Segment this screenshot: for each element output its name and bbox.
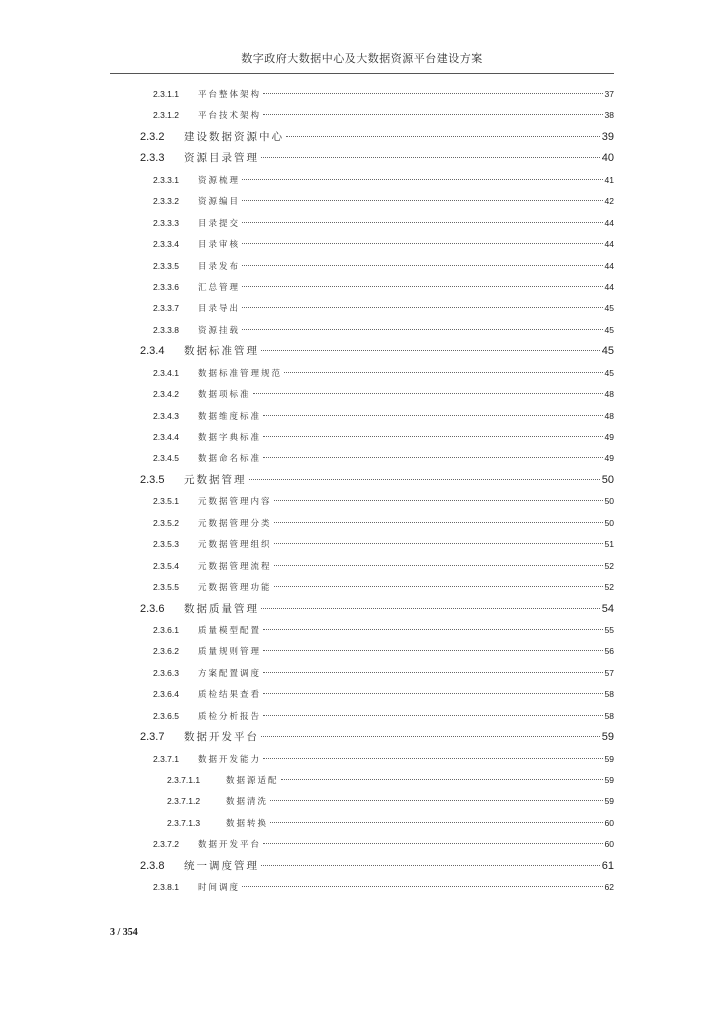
toc-entry[interactable] — [0, 127, 614, 148]
toc-entry-number: 2.3.5.2 — [153, 517, 179, 528]
toc-entry-page: 45 — [601, 345, 614, 358]
toc-entry-title: 资源目录管理 — [184, 152, 259, 165]
toc-entry-page: 55 — [604, 624, 614, 635]
toc-dot-leader — [242, 222, 603, 223]
toc-entry-page: 44 — [604, 239, 614, 250]
toc-entry-page: 40 — [601, 152, 614, 165]
toc-entry[interactable] — [0, 513, 614, 534]
toc-dot-leader — [261, 865, 600, 866]
toc-entry-title: 汇总管理 — [198, 282, 241, 293]
toc-entry-page: 39 — [601, 130, 614, 143]
toc-entry[interactable] — [0, 470, 614, 491]
toc-dot-leader — [263, 436, 603, 437]
toc-dot-leader — [261, 350, 600, 351]
toc-entry-number: 2.3.7.1.1 — [167, 775, 201, 785]
toc-entry-title: 元数据管理功能 — [198, 583, 272, 594]
toc-entry-number: 2.3.1.1 — [153, 89, 179, 99]
toc-entry[interactable] — [0, 834, 614, 855]
toc-entry-page: 50 — [604, 496, 614, 507]
toc-dot-leader — [274, 586, 603, 587]
toc-dot-leader — [242, 243, 603, 244]
toc-dot-leader — [263, 629, 603, 630]
toc-entry[interactable] — [0, 406, 614, 427]
toc-entry-number: 2.3.7.2 — [153, 839, 179, 850]
toc-dot-leader — [274, 522, 603, 523]
toc-dot-leader — [270, 822, 603, 823]
toc-dot-leader — [261, 736, 600, 737]
toc-entry-title: 资源梳理 — [198, 175, 241, 186]
toc-entry[interactable] — [0, 599, 614, 620]
toc-entry-title: 数据清洗 — [226, 797, 269, 808]
toc-dot-leader — [242, 286, 603, 287]
toc-entry[interactable] — [0, 105, 614, 126]
toc-entry-title: 统一调度管理 — [184, 859, 259, 872]
toc-entry-title: 质检分析报告 — [198, 711, 262, 722]
toc-entry-number: 2.3.3.2 — [153, 196, 179, 207]
toc-entry-page: 56 — [604, 646, 614, 657]
toc-entry-page: 45 — [604, 303, 614, 314]
toc-entry[interactable] — [0, 534, 614, 555]
toc-entry[interactable] — [0, 556, 614, 577]
toc-entry-title: 质量模型配置 — [198, 625, 262, 636]
toc-dot-leader — [263, 672, 603, 673]
toc-dot-leader — [242, 200, 603, 201]
toc-entry-number: 2.3.7.1.3 — [167, 817, 201, 828]
toc-entry-number: 2.3.7.1 — [153, 753, 179, 764]
toc-entry-page: 59 — [604, 753, 614, 764]
toc-entry-title: 数据质量管理 — [184, 602, 259, 615]
toc-entry-number: 2.3.6.1 — [153, 624, 179, 635]
toc-entry-page: 60 — [604, 817, 614, 828]
toc-dot-leader — [249, 479, 600, 480]
toc-dot-leader — [286, 136, 600, 137]
toc-entry-number: 2.3.8.1 — [153, 882, 179, 893]
toc-dot-leader — [263, 693, 603, 694]
toc-entry-number: 2.3.3.8 — [153, 324, 179, 335]
toc-entry-title: 平台整体架构 — [198, 90, 262, 100]
toc-entry-number: 2.3.6.3 — [153, 667, 179, 678]
toc-entry-title: 目录审核 — [198, 240, 241, 251]
toc-entry-number: 2.3.7.1.2 — [167, 796, 201, 807]
toc-entry-number: 2.3.3 — [140, 152, 165, 165]
toc-dot-leader — [263, 93, 603, 94]
toc-entry-number: 2.3.3.6 — [153, 281, 179, 292]
toc-entry-title: 资源挂载 — [198, 325, 241, 336]
toc-entry-title: 方案配置调度 — [198, 668, 262, 679]
toc-entry-title: 资源编目 — [198, 197, 241, 208]
toc-entry[interactable] — [0, 170, 614, 191]
toc-dot-leader — [274, 500, 603, 501]
toc-entry-page: 45 — [604, 324, 614, 335]
toc-entry[interactable] — [0, 298, 614, 319]
toc-entry[interactable] — [0, 684, 614, 705]
toc-entry[interactable] — [0, 856, 614, 877]
toc-entry-page: 37 — [604, 89, 614, 99]
toc-dot-leader — [263, 114, 603, 115]
toc-entry-page: 58 — [604, 710, 614, 721]
toc-entry-page: 48 — [604, 410, 614, 421]
toc-dot-leader — [242, 265, 603, 266]
toc-entry[interactable] — [0, 491, 614, 512]
toc-entry-number: 2.3.6.5 — [153, 710, 179, 721]
toc-entry-page: 52 — [604, 582, 614, 593]
toc-dot-leader — [281, 779, 603, 780]
toc-entry-title: 数据源适配 — [226, 776, 279, 786]
toc-entry-number: 2.3.8 — [140, 859, 165, 872]
toc-entry[interactable] — [0, 620, 614, 641]
toc-entry[interactable] — [0, 384, 614, 405]
toc-dot-leader — [263, 715, 603, 716]
toc-entry-page: 45 — [604, 367, 614, 378]
toc-entry-title: 数据开发平台 — [198, 840, 262, 851]
toc-entry-page: 44 — [604, 281, 614, 292]
toc-entry-page: 61 — [601, 859, 614, 872]
toc-entry-title: 目录提交 — [198, 218, 241, 229]
toc-entry[interactable] — [0, 706, 614, 727]
toc-entry-title: 数据转换 — [226, 818, 269, 829]
toc-entry-number: 2.3.3.4 — [153, 239, 179, 250]
toc-entry-number: 2.3.2 — [140, 130, 165, 143]
toc-entry-title: 数据开发平台 — [184, 731, 259, 744]
toc-entry[interactable] — [0, 663, 614, 684]
toc-entry-title: 数据命名标准 — [198, 454, 262, 465]
toc-entry-page: 52 — [604, 560, 614, 571]
toc-dot-leader — [242, 886, 603, 887]
toc-dot-leader — [284, 372, 603, 373]
toc-entry-title: 元数据管理流程 — [198, 561, 272, 572]
toc-dot-leader — [253, 393, 603, 394]
toc-entry-page: 42 — [604, 196, 614, 207]
toc-entry[interactable] — [0, 191, 614, 212]
toc-dot-leader — [263, 843, 603, 844]
toc-entry-title: 平台技术架构 — [198, 111, 262, 122]
toc-entry[interactable] — [0, 448, 614, 469]
table-of-contents — [0, 84, 724, 899]
toc-entry[interactable] — [0, 427, 614, 448]
toc-entry-page: 41 — [604, 174, 614, 185]
toc-entry-number: 2.3.7 — [140, 731, 165, 744]
toc-entry[interactable] — [0, 749, 614, 770]
toc-entry[interactable] — [0, 213, 614, 234]
toc-entry-page: 38 — [604, 110, 614, 121]
toc-dot-leader — [242, 307, 603, 308]
toc-entry-page: 50 — [601, 473, 614, 486]
toc-entry-number: 2.3.4.4 — [153, 432, 179, 442]
page-header-title: 数字政府大数据中心及大数据资源平台建设方案 — [241, 52, 483, 65]
toc-entry-title: 目录发布 — [198, 261, 241, 272]
toc-entry[interactable] — [0, 234, 614, 255]
toc-entry-page: 44 — [604, 217, 614, 228]
toc-entry-title: 数据项标准 — [198, 390, 251, 401]
toc-entry-title: 数据维度标准 — [198, 411, 262, 422]
toc-entry[interactable] — [0, 277, 614, 298]
toc-entry[interactable] — [0, 641, 614, 662]
toc-entry[interactable] — [0, 727, 614, 748]
toc-entry-page: 57 — [604, 667, 614, 678]
toc-entry-number: 2.3.6.2 — [153, 646, 179, 657]
toc-entry-number: 2.3.5.1 — [153, 496, 179, 507]
toc-entry-number: 2.3.4.1 — [153, 367, 179, 378]
toc-entry-page: 59 — [604, 775, 614, 785]
toc-dot-leader — [261, 157, 600, 158]
toc-entry-number: 2.3.5.3 — [153, 539, 179, 550]
toc-entry-page: 62 — [604, 882, 614, 893]
toc-entry[interactable] — [0, 320, 614, 341]
toc-entry-page: 49 — [604, 432, 614, 442]
toc-dot-leader — [242, 179, 603, 180]
toc-dot-leader — [263, 457, 603, 458]
toc-entry-number: 2.3.3.5 — [153, 260, 179, 271]
toc-entry-title: 数据字典标准 — [198, 433, 262, 443]
toc-entry-title: 时间调度 — [198, 883, 241, 894]
toc-entry-page: 59 — [604, 796, 614, 807]
toc-entry-number: 2.3.3.1 — [153, 174, 179, 185]
toc-entry-title: 质量规则管理 — [198, 647, 262, 658]
toc-entry-page: 48 — [604, 389, 614, 400]
toc-entry-number: 2.3.5.4 — [153, 560, 179, 571]
header-divider — [110, 73, 614, 74]
toc-entry-page: 59 — [601, 731, 614, 744]
toc-entry-title: 元数据管理内容 — [198, 497, 272, 508]
toc-entry-number: 2.3.3.3 — [153, 217, 179, 228]
toc-entry-title: 数据标准管理规范 — [198, 368, 283, 379]
toc-entry-title: 目录导出 — [198, 304, 241, 315]
toc-entry-number: 2.3.4 — [140, 345, 165, 358]
toc-entry[interactable] — [0, 363, 614, 384]
toc-entry-page: 50 — [604, 517, 614, 528]
toc-entry-number: 2.3.6.4 — [153, 689, 179, 700]
toc-entry-page: 44 — [604, 260, 614, 271]
toc-entry-number: 2.3.1.2 — [153, 110, 179, 121]
toc-entry-page: 51 — [604, 539, 614, 550]
toc-entry-title: 元数据管理 — [184, 473, 247, 486]
toc-entry-page: 58 — [604, 689, 614, 700]
toc-entry-page: 49 — [604, 453, 614, 464]
toc-entry[interactable] — [0, 813, 614, 834]
toc-entry[interactable] — [0, 770, 614, 791]
toc-entry-number: 2.3.4.2 — [153, 389, 179, 400]
toc-entry-title: 元数据管理组织 — [198, 540, 272, 551]
toc-entry-title: 元数据管理分类 — [198, 518, 272, 529]
toc-entry-title: 数据开发能力 — [198, 754, 262, 765]
toc-entry[interactable] — [0, 256, 614, 277]
toc-entry-number: 2.3.6 — [140, 602, 165, 615]
toc-entry-number: 2.3.3.7 — [153, 303, 179, 314]
toc-dot-leader — [270, 800, 603, 801]
toc-dot-leader — [274, 565, 603, 566]
toc-entry-title: 质检结果查看 — [198, 690, 262, 701]
toc-dot-leader — [261, 608, 600, 609]
toc-entry[interactable] — [0, 84, 614, 105]
toc-entry-number: 2.3.4.5 — [153, 453, 179, 464]
toc-dot-leader — [274, 543, 603, 544]
toc-entry[interactable] — [0, 877, 614, 898]
toc-entry-title: 数据标准管理 — [184, 345, 259, 358]
toc-entry-title: 建设数据资源中心 — [184, 130, 284, 143]
toc-entry-page: 54 — [601, 602, 614, 615]
toc-entry[interactable] — [0, 341, 614, 362]
toc-entry[interactable] — [0, 577, 614, 598]
toc-dot-leader — [263, 415, 603, 416]
toc-entry[interactable] — [0, 148, 614, 169]
toc-entry-page: 60 — [604, 839, 614, 850]
toc-entry-number: 2.3.5.5 — [153, 582, 179, 593]
toc-entry-number: 2.3.4.3 — [153, 410, 179, 421]
toc-dot-leader — [242, 329, 603, 330]
toc-dot-leader — [263, 758, 603, 759]
toc-entry-number: 2.3.5 — [140, 473, 165, 486]
page-number-footer: 3 / 354 — [110, 927, 138, 938]
toc-entry[interactable] — [0, 791, 614, 812]
toc-dot-leader — [263, 650, 603, 651]
